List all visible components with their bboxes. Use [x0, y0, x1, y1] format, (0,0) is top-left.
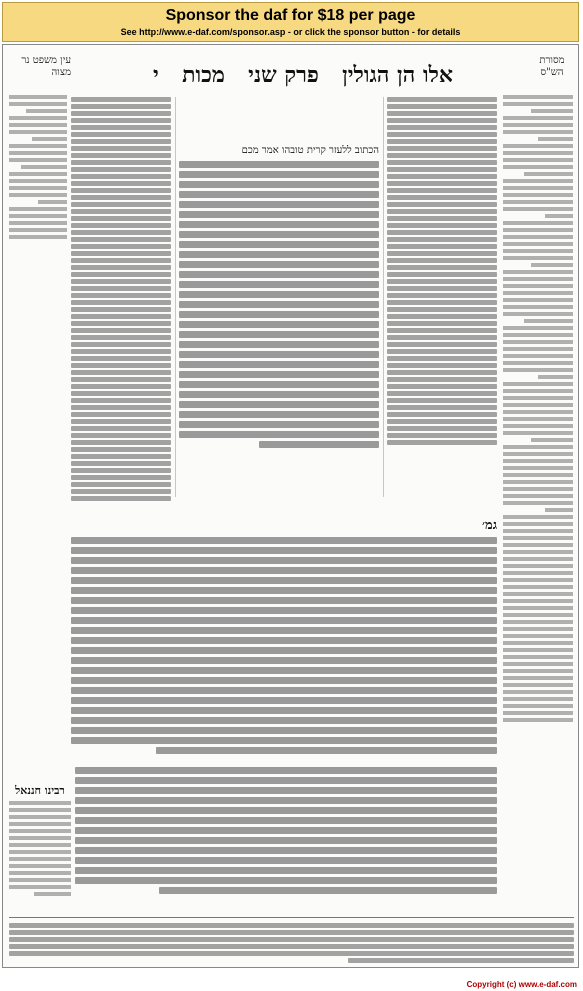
page-header	[153, 55, 453, 95]
gemara-continuation	[71, 513, 497, 763]
main-text-opening: הכתוב ללעזר קרית טובהו אמר מכם	[241, 145, 379, 156]
sponsor-title[interactable]: Sponsor the daf for $18 per page	[165, 7, 416, 24]
rashi-column	[387, 97, 497, 457]
page-footer	[0, 972, 583, 988]
rabbeinu-chananel-title: רבינו חננאל	[15, 784, 65, 797]
footnotes-block	[9, 923, 574, 965]
tosafot-column	[71, 97, 171, 507]
sponsor-banner[interactable]	[2, 2, 579, 42]
column-divider	[383, 97, 384, 497]
ein-mishpat-column	[9, 95, 67, 325]
mesoret-hashas-column	[503, 95, 573, 915]
footnote-divider	[9, 917, 574, 918]
sponsor-subtitle[interactable]: See http://www.e-daf.com/sponsor.asp - or click the sponsor button - for details	[120, 27, 461, 37]
perek-label: פרק שני	[248, 62, 319, 88]
tractate-name: מכות	[182, 62, 225, 88]
copyright-link[interactable]: Copyright (c) www.e-daf.com	[466, 980, 577, 989]
talmud-page	[2, 44, 579, 968]
ein-mishpat-label: עין משפט נר מצוה	[21, 55, 71, 78]
gemara-main-text	[179, 145, 379, 475]
mesoret-hashas-label: מסורת הש"ס	[539, 55, 565, 78]
gemara-marker: גמ׳	[482, 518, 497, 533]
gemara-lower-text	[75, 767, 497, 917]
folio-number: י	[153, 62, 159, 88]
chapter-name: אלו הן הגולין	[342, 62, 453, 88]
rabbeinu-chananel-column	[9, 780, 71, 910]
column-divider	[175, 97, 176, 497]
